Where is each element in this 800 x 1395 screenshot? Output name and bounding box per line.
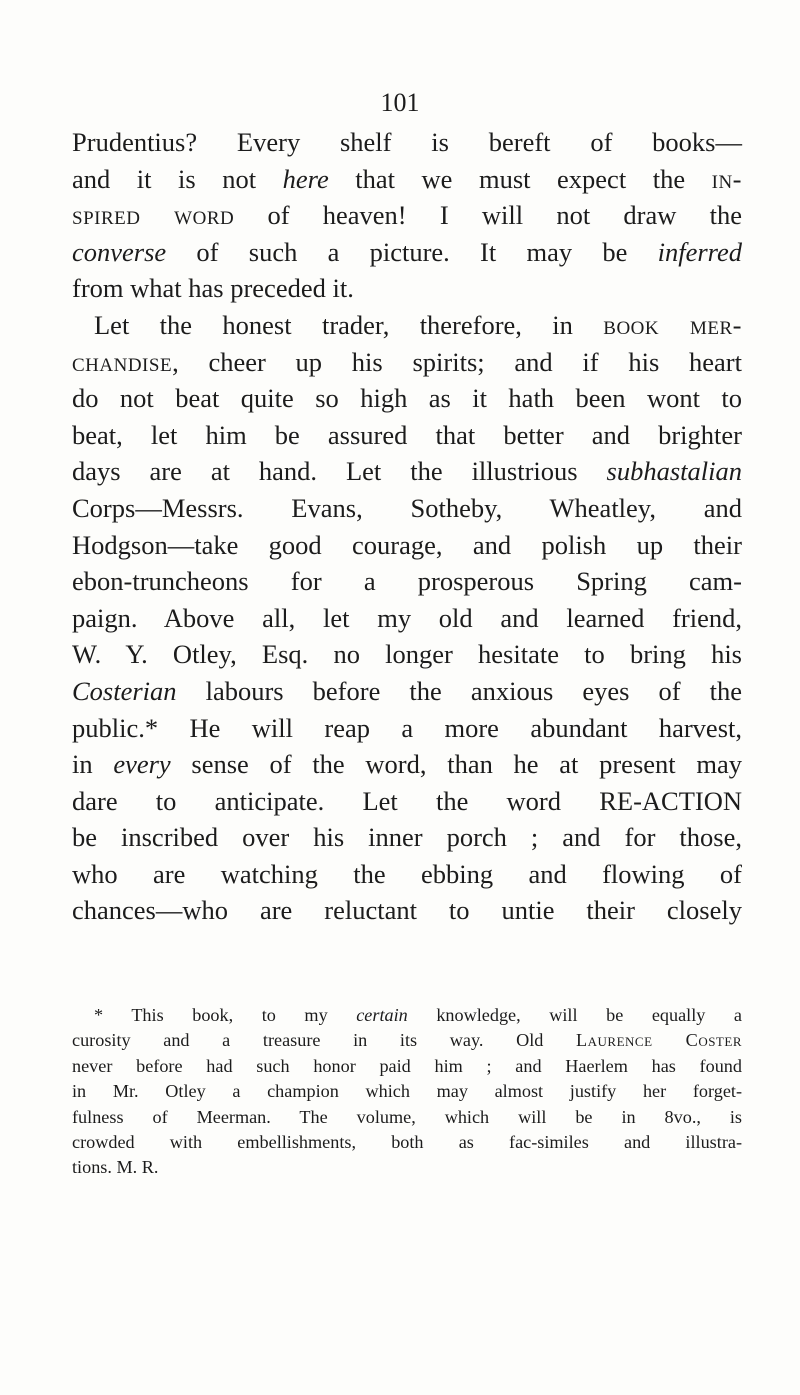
text-line <box>72 307 742 344</box>
text-line <box>72 417 742 454</box>
small-caps-text: chandise <box>72 346 173 377</box>
text-line <box>72 673 742 710</box>
text-line <box>72 636 742 673</box>
text-run: fulness of Meerman. The volume, which will be in 8vo., is <box>72 1106 742 1127</box>
text-line <box>72 490 742 527</box>
text-line <box>72 892 742 929</box>
text-run: sense of the word, than he at present may <box>170 749 742 780</box>
small-caps-text: Laurence Coster <box>576 1030 742 1051</box>
small-caps-text: book mer- <box>603 309 742 340</box>
text-run: in Mr. Otley a champion which may almost justify her forget- <box>72 1081 742 1102</box>
italic-text: subhastalian <box>606 456 742 487</box>
footnote-line <box>72 1130 742 1155</box>
italic-text: Costerian <box>72 675 177 706</box>
text-line <box>72 710 742 747</box>
text-run: that we must expect the <box>328 163 712 194</box>
text-run: who are watching the ebbing and flowing of <box>72 858 742 889</box>
text-run: crowded with embellishments, both as fac-similes and illustra- <box>72 1131 742 1152</box>
text-line <box>72 270 742 307</box>
text-run: Corps—Messrs. Evans, Sotheby, Wheatley, and <box>72 492 742 523</box>
text-run: knowledge, will be equally a <box>407 1005 742 1025</box>
text-run: curosity and a treasure in its way. Old <box>72 1030 577 1051</box>
text-line <box>72 856 742 893</box>
text-run: ebon-truncheons for a prosperous Spring cam- <box>72 566 742 597</box>
text-run: never before had such honor paid him ; and Haerlem has found <box>72 1055 742 1076</box>
italic-text: certain <box>356 1005 408 1025</box>
text-run: labours before the anxious eyes of the <box>176 675 742 706</box>
text-line <box>72 380 742 417</box>
italic-text: converse <box>72 236 167 267</box>
text-run: in <box>72 749 114 780</box>
text-run: Prudentius? Every shelf is bereft of books— <box>72 127 742 157</box>
text-run: , cheer up his spirits; and if his heart <box>172 346 742 377</box>
footnote-line <box>72 1028 742 1053</box>
text-run: from what has preceded it. <box>72 273 354 304</box>
text-run: tions. M. R. <box>72 1157 159 1178</box>
text-run: and it is not <box>72 163 283 194</box>
text-run: days are at hand. Let the illustrious <box>72 456 607 487</box>
text-line <box>72 344 742 381</box>
text-run: do not beat quite so high as it hath been wont to <box>72 383 742 414</box>
footnote-line <box>72 1105 742 1130</box>
text-run: be inscribed over his inner porch ; and for those, <box>72 822 742 853</box>
text-line <box>72 453 742 490</box>
text-run: beat, let him be assured that better and brighter <box>72 419 742 450</box>
text-run: public.* He will reap a more abundant harvest, <box>72 712 742 743</box>
page-number: 101 <box>380 88 420 117</box>
footnote-line <box>72 1054 742 1079</box>
text-run: of such a picture. It may be <box>166 236 658 267</box>
body-text <box>72 124 742 929</box>
text-line <box>72 234 742 271</box>
small-caps-text: spired word <box>72 200 235 231</box>
text-run: chances—who are reluctant to untie their closely <box>72 895 742 926</box>
text-line <box>72 563 742 600</box>
text-line <box>72 600 742 637</box>
footnote-line <box>72 1079 742 1104</box>
text-run: of heaven! I will not draw the <box>234 200 742 231</box>
text-run: paign. Above all, let my old and learned friend, <box>72 602 742 633</box>
italic-text: inferred <box>657 236 742 267</box>
footnote-line <box>72 1003 742 1028</box>
text-line <box>72 783 742 820</box>
text-line <box>72 527 742 564</box>
italic-text: every <box>113 749 171 780</box>
footnote-line <box>72 1155 742 1180</box>
text-line <box>72 819 742 856</box>
text-run: * This book, to my <box>94 1005 357 1025</box>
small-caps-text: in- <box>711 163 742 194</box>
text-run: dare to anticipate. Let the word RE-ACTION <box>72 785 742 816</box>
text-line <box>72 124 742 161</box>
text-line <box>72 197 742 234</box>
text-run: Let the honest trader, therefore, in <box>94 309 604 340</box>
text-line <box>72 161 742 198</box>
text-line <box>72 746 742 783</box>
footnote <box>72 1003 742 1181</box>
text-run: W. Y. Otley, Esq. no longer hesitate to bring his <box>72 639 742 670</box>
italic-text: here <box>282 163 329 194</box>
text-run: Hodgson—take good courage, and polish up their <box>72 529 742 560</box>
